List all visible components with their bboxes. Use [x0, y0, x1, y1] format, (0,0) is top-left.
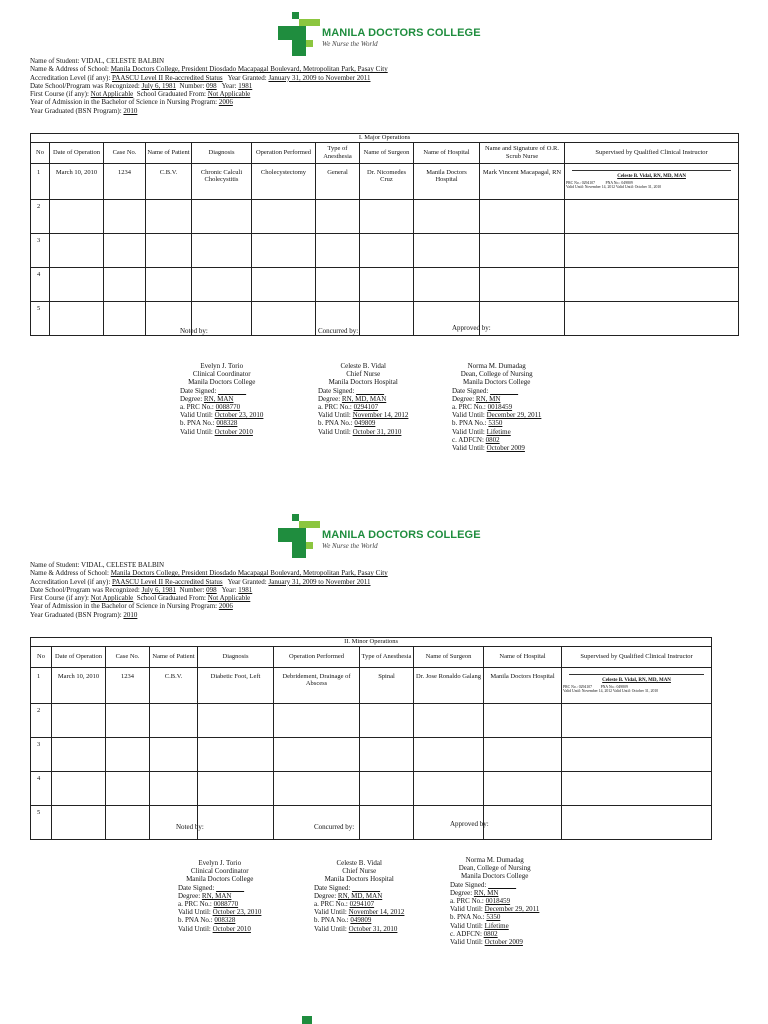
- hospital-cell: Manila Doctors Hospital: [484, 667, 562, 703]
- table-row: [31, 233, 739, 267]
- year-granted-label: Year Granted:: [227, 73, 267, 82]
- table-row: [31, 737, 712, 771]
- valid-value: October 2009: [484, 938, 523, 947]
- column-header: Name of Surgeon: [360, 142, 414, 163]
- table-caption: I. Major Operations: [31, 134, 739, 143]
- valid-value: November 14, 2012: [352, 411, 409, 420]
- table-row: [31, 667, 712, 703]
- college-name: MANILA DOCTORS COLLEGE: [322, 529, 481, 541]
- date-signed-label: Date Signed:: [180, 386, 217, 395]
- year-granted-label: Year Granted:: [227, 577, 267, 586]
- prc-label: a. PRC No.:: [314, 900, 348, 909]
- column-header: Case No.: [106, 646, 150, 667]
- pna-value: 049809: [350, 916, 372, 925]
- coordinator-signature-block: [178, 859, 261, 933]
- college-logo: [278, 514, 481, 558]
- degree-value: RN, MD, MAN: [337, 891, 383, 900]
- operation-cell: Debridement, Drainage of Abscess: [274, 667, 360, 703]
- student-name: VIDAL, CELESTE BALBIN: [81, 561, 165, 569]
- recognized-label: Date School/Program was Recognized:: [30, 81, 140, 90]
- supervisor-prc: PRC No.: 0294107: [566, 181, 596, 185]
- coordinator-title: Clinical Coordinator: [190, 867, 249, 876]
- diagnosis-cell: Chronic Calculi Cholecystitis: [192, 163, 252, 199]
- coordinator-org: Manila Doctors College: [186, 875, 254, 884]
- table-caption: II. Minor Operations: [31, 638, 712, 647]
- surgeon-cell: Dr. Nicomedes Cruz: [360, 163, 414, 199]
- degree-value: RN, MD, MAN: [341, 394, 387, 403]
- column-header: No: [31, 142, 50, 163]
- degree-value: RN, MAN: [201, 891, 232, 900]
- major-operations-table: [30, 133, 739, 336]
- row-number: 5: [31, 301, 50, 335]
- chief-nurse-org: Manila Doctors Hospital: [324, 875, 394, 884]
- chief-nurse-title: Chief Nurse: [342, 867, 377, 876]
- pna-value: 5350: [488, 419, 503, 428]
- date-signed-label: Date Signed:: [178, 883, 215, 892]
- pna-value: 5350: [486, 913, 501, 922]
- column-header: Name of Patient: [146, 142, 192, 163]
- row-number: 3: [31, 737, 52, 771]
- prc-label: a. PRC No.:: [180, 403, 214, 412]
- patient-cell: C.B.V.: [150, 667, 198, 703]
- accreditation-label: Accreditation Level (if any):: [30, 577, 111, 586]
- column-header: No: [31, 646, 52, 667]
- degree-label: Degree:: [314, 891, 337, 900]
- first-course-value: Not Applicable: [90, 90, 134, 99]
- valid-value: October 23, 2010: [212, 908, 262, 917]
- pna-label: b. PNA No.:: [314, 916, 349, 925]
- chief-nurse-title: Chief Nurse: [346, 370, 381, 379]
- column-header: Case No.: [104, 142, 146, 163]
- pna-value: 008328: [214, 916, 236, 925]
- graduated-year: 2010: [123, 610, 138, 619]
- pna-label: b. PNA No.:: [180, 419, 215, 428]
- table-row: [31, 267, 739, 301]
- column-header: Name of Patient: [150, 646, 198, 667]
- column-header: Name of Hospital: [484, 646, 562, 667]
- school-graduated-value: Not Applicable: [207, 90, 251, 99]
- valid-label: Valid Until:: [452, 427, 485, 436]
- student-info: [30, 57, 510, 115]
- school-graduated-label: School Graduated From:: [136, 90, 206, 99]
- college-cross-icon: [278, 514, 320, 558]
- dean-name: Norma M. Dumadag: [465, 856, 524, 864]
- number-label: Number:: [179, 81, 205, 90]
- name-label: Name of Student:: [30, 561, 80, 569]
- approved-by-label: Approved by:: [450, 820, 489, 828]
- school-value: Manila Doctors College, President Diosdado Macapagal Boulevard, Metropolitan Park, Pasay City: [110, 569, 388, 578]
- accreditation-value: PAASCU Level II Re-accredited Status: [112, 73, 223, 82]
- column-header: Operation Performed: [274, 646, 360, 667]
- date-signed-label: Date Signed:: [452, 386, 489, 395]
- valid-label: Valid Until:: [450, 921, 483, 930]
- chief-nurse-name: Celeste B. Vidal: [336, 859, 382, 867]
- degree-value: RN, MAN: [203, 394, 234, 403]
- valid-value: October 31, 2010: [352, 427, 402, 436]
- adfcn-value: 0802: [485, 435, 500, 444]
- table-row: [31, 199, 739, 233]
- chief-nurse-signature-block: [318, 362, 408, 436]
- graduated-label: Year Graduated (BSN Program):: [30, 610, 122, 619]
- coordinator-name: Evelyn J. Torio: [198, 859, 242, 867]
- pna-label: b. PNA No.:: [318, 419, 353, 428]
- student-name: VIDAL, CELESTE BALBIN: [81, 57, 165, 65]
- case-cell: 1234: [106, 667, 150, 703]
- school-graduated-value: Not Applicable: [207, 594, 251, 603]
- prc-value: 0294107: [353, 403, 379, 412]
- prc-value: 0018459: [487, 403, 513, 412]
- column-header: Name of Hospital: [414, 142, 480, 163]
- college-cross-icon: [278, 12, 320, 56]
- supervisor-valid: Valid Until: November 14, 2012 Valid Until: October 31, 2010: [563, 689, 659, 694]
- year-granted-value: January 31, 2009 to November 2011: [268, 577, 371, 586]
- row-number: 2: [31, 199, 50, 233]
- college-name: MANILA DOCTORS COLLEGE: [322, 27, 481, 39]
- table-row: [31, 805, 712, 839]
- valid-value: October 23, 2010: [214, 411, 264, 420]
- number-label: Number:: [179, 585, 205, 594]
- recognized-date: July 6, 1981: [141, 81, 177, 90]
- adfcn-value: 0802: [483, 929, 498, 938]
- degree-value: RN, MN: [473, 888, 499, 897]
- coordinator-org: Manila Doctors College: [188, 378, 256, 387]
- pna-label: b. PNA No.:: [178, 916, 213, 925]
- valid-label: Valid Until:: [452, 411, 485, 420]
- school-value: Manila Doctors College, President Diosdado Macapagal Boulevard, Metropolitan Park, Pasay City: [110, 65, 388, 74]
- row-number: 1: [31, 163, 50, 199]
- first-course-label: First Course (if any):: [30, 594, 89, 603]
- table-row: [31, 301, 739, 335]
- school-graduated-label: School Graduated From:: [136, 594, 206, 603]
- prc-label: a. PRC No.:: [450, 897, 484, 906]
- valid-label: Valid Until:: [178, 924, 211, 933]
- coordinator-signature-block: [180, 362, 263, 436]
- approved-by-label: Approved by:: [452, 324, 491, 332]
- college-cross-icon: [300, 1016, 316, 1024]
- first-course-label: First Course (if any):: [30, 90, 89, 99]
- supervisor-cell: [565, 163, 739, 199]
- valid-value: Lifetime: [486, 427, 511, 436]
- first-course-value: Not Applicable: [90, 594, 134, 603]
- pna-label: b. PNA No.:: [452, 419, 487, 428]
- row-number: 3: [31, 233, 50, 267]
- dean-title: Dean, College of Nursing: [460, 370, 533, 379]
- valid-label: Valid Until:: [318, 411, 351, 420]
- chief-nurse-signature-block: [314, 859, 404, 933]
- table-row: [31, 703, 712, 737]
- dean-name: Norma M. Dumadag: [467, 362, 526, 370]
- year-granted-value: January 31, 2009 to November 2011: [268, 73, 371, 82]
- valid-value: November 14, 2012: [348, 908, 405, 917]
- number-value: 098: [206, 81, 217, 90]
- degree-label: Degree:: [450, 888, 473, 897]
- row-number: 5: [31, 805, 52, 839]
- date-cell: March 10, 2010: [52, 667, 106, 703]
- case-cell: 1234: [104, 163, 146, 199]
- column-header: Operation Performed: [252, 142, 316, 163]
- valid-value: October 31, 2010: [348, 924, 398, 933]
- date-signed-label: Date Signed:: [314, 883, 351, 892]
- accreditation-value: PAASCU Level II Re-accredited Status: [112, 577, 223, 586]
- diagnosis-cell: Diabetic Foot, Left: [198, 667, 274, 703]
- number-value: 098: [206, 585, 217, 594]
- prc-value: 0018459: [485, 897, 511, 906]
- pna-label: b. PNA No.:: [450, 913, 485, 922]
- column-header: Supervised by Qualified Clinical Instructor: [565, 142, 739, 163]
- concurred-by-label: Concurred by:: [314, 823, 355, 831]
- date-signed-label: Date Signed:: [318, 386, 355, 395]
- name-label: Name of Student:: [30, 57, 80, 65]
- supervisor-pna: PNA No.: 049809: [605, 181, 633, 185]
- prc-label: a. PRC No.:: [178, 900, 212, 909]
- prc-label: a. PRC No.:: [318, 403, 352, 412]
- valid-value: October 2010: [214, 427, 253, 436]
- column-header: Name of Surgeon: [414, 646, 484, 667]
- prc-label: a. PRC No.:: [452, 403, 486, 412]
- column-header: Type of Anesthesia: [360, 646, 414, 667]
- valid-label: Valid Until:: [178, 908, 211, 917]
- degree-label: Degree:: [178, 891, 201, 900]
- operation-cell: Cholecystectomy: [252, 163, 316, 199]
- degree-label: Degree:: [180, 394, 203, 403]
- valid-label: Valid Until:: [180, 427, 213, 436]
- college-tagline: We Nurse the World: [322, 40, 378, 48]
- valid-label: Valid Until:: [318, 427, 351, 436]
- valid-value: December 29, 2011: [486, 411, 542, 420]
- surgeon-cell: Dr. Jose Ronaldo Galang: [414, 667, 484, 703]
- supervisor-prc: PRC No.: 0294107: [563, 685, 593, 689]
- minor-operations-table: [30, 637, 712, 840]
- anesthesia-cell: General: [316, 163, 360, 199]
- row-number: 4: [31, 267, 50, 301]
- column-header: Type of Anesthesia: [316, 142, 360, 163]
- noted-by-label: Noted by:: [176, 823, 204, 831]
- admission-year: 2006: [218, 98, 233, 107]
- coordinator-title: Clinical Coordinator: [192, 370, 251, 379]
- valid-value: October 2009: [486, 444, 525, 453]
- valid-label: Valid Until:: [314, 924, 347, 933]
- supervisor-cell: [562, 667, 712, 703]
- column-header: Name and Signature of O.R. Scrub Nurse: [480, 142, 565, 163]
- concurred-by-label: Concurred by:: [318, 327, 359, 335]
- valid-label: Valid Until:: [180, 411, 213, 420]
- row-number: 4: [31, 771, 52, 805]
- anesthesia-cell: Spinal: [360, 667, 414, 703]
- table-row: [31, 771, 712, 805]
- year-value: 1981: [238, 585, 253, 594]
- supervisor-name: Celeste B. Vidal, RN, MD, MAN: [572, 170, 731, 181]
- table-row: [31, 163, 739, 199]
- row-number: 2: [31, 703, 52, 737]
- college-logo: [278, 12, 481, 56]
- supervisor-name: Celeste B. Vidal, RN, MD, MAN: [569, 674, 704, 685]
- column-header: Supervised by Qualified Clinical Instructor: [562, 646, 712, 667]
- school-label: Name & Address of School:: [30, 65, 109, 74]
- valid-label: Valid Until:: [314, 908, 347, 917]
- hospital-cell: Manila Doctors Hospital: [414, 163, 480, 199]
- valid-label: Valid Until:: [450, 938, 483, 947]
- chief-nurse-org: Manila Doctors Hospital: [328, 378, 398, 387]
- admission-label: Year of Admission in the Bachelor of Science in Nursing Program:: [30, 602, 218, 611]
- valid-label: Valid Until:: [450, 905, 483, 914]
- column-header: Diagnosis: [198, 646, 274, 667]
- prc-value: 0088770: [215, 403, 241, 412]
- student-info: [30, 561, 510, 619]
- chief-nurse-name: Celeste B. Vidal: [340, 362, 386, 370]
- prc-value: 0294107: [349, 900, 375, 909]
- column-header: Diagnosis: [192, 142, 252, 163]
- date-cell: March 10, 2010: [50, 163, 104, 199]
- row-number: 1: [31, 667, 52, 703]
- dean-title: Dean, College of Nursing: [458, 864, 531, 873]
- degree-label: Degree:: [452, 394, 475, 403]
- college-tagline: We Nurse the World: [322, 542, 378, 550]
- valid-label: Valid Until:: [452, 444, 485, 453]
- pna-value: 049809: [354, 419, 376, 428]
- year-value: 1981: [238, 81, 253, 90]
- admission-label: Year of Admission in the Bachelor of Science in Nursing Program:: [30, 98, 218, 107]
- year-label: Year:: [221, 585, 237, 594]
- recognized-date: July 6, 1981: [141, 585, 177, 594]
- degree-value: RN, MN: [475, 394, 501, 403]
- school-label: Name & Address of School:: [30, 569, 109, 578]
- coordinator-name: Evelyn J. Torio: [200, 362, 244, 370]
- adfcn-label: c. ADFCN:: [450, 929, 482, 938]
- valid-value: December 29, 2011: [484, 905, 540, 914]
- valid-value: Lifetime: [484, 921, 509, 930]
- valid-value: October 2010: [212, 924, 251, 933]
- dean-signature-block: [452, 362, 541, 452]
- noted-by-label: Noted by:: [180, 327, 208, 335]
- dean-signature-block: [450, 856, 539, 946]
- supervisor-valid: Valid Until: November 14, 2012 Valid Until: October 31, 2010: [566, 185, 662, 190]
- date-signed-label: Date Signed:: [450, 880, 487, 889]
- graduated-year: 2010: [123, 106, 138, 115]
- pna-value: 008328: [216, 419, 238, 428]
- dean-org: Manila Doctors College: [463, 378, 531, 387]
- graduated-label: Year Graduated (BSN Program):: [30, 106, 122, 115]
- adfcn-label: c. ADFCN:: [452, 435, 484, 444]
- scrub-nurse-cell: Mark Vincent Macapagal, RN: [480, 163, 565, 199]
- column-header: Date of Operation: [50, 142, 104, 163]
- dean-org: Manila Doctors College: [461, 872, 529, 881]
- patient-cell: C.B.V.: [146, 163, 192, 199]
- degree-label: Degree:: [318, 394, 341, 403]
- prc-value: 0088770: [213, 900, 239, 909]
- accreditation-label: Accreditation Level (if any):: [30, 73, 111, 82]
- admission-year: 2006: [218, 602, 233, 611]
- year-label: Year:: [221, 81, 237, 90]
- recognized-label: Date School/Program was Recognized:: [30, 585, 140, 594]
- column-header: Date of Operation: [52, 646, 106, 667]
- supervisor-pna: PNA No.: 049809: [600, 685, 628, 689]
